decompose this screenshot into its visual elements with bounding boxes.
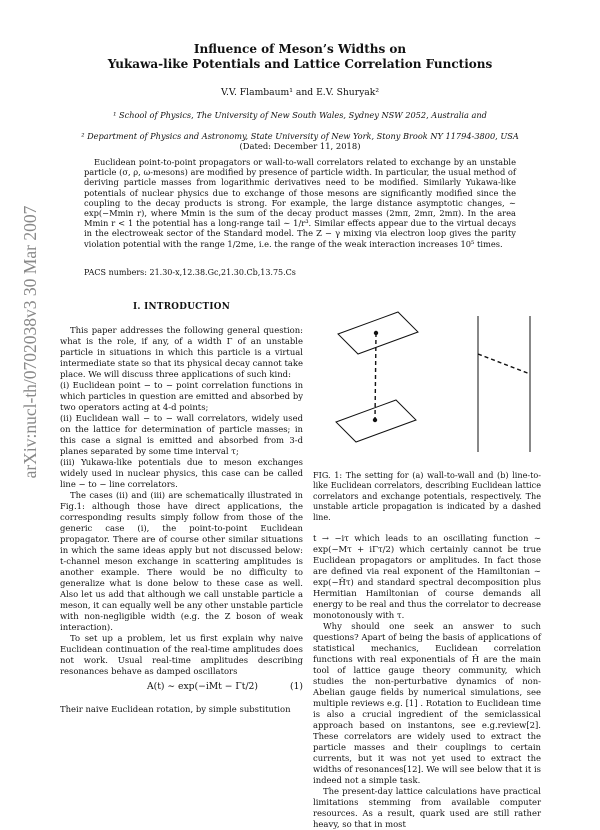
left-paragraph-1: This paper addresses the following general question: what is the role, if any, of a width Γ of an unstable particle in situations in which this particle is a virtual intermediate state so that its physical decay cannot take place. We will discuss three applications of such kind: — [60, 325, 303, 379]
left-paragraph-3: (ii) Euclidean wall − to − wall correlators, widely used on the lattice for determination of particle masses; in this case a signal is emitted and absorbed from 3-d planes separated by some time interval τ; — [60, 413, 303, 456]
figure-caption: FIG. 1: The setting for (a) wall-to-wall and (b) line-to-like Euclidean correlators, describing Euclidean lattice correlators and exchange potentials, respectively. The unstable article propagation is indicated by a dashed line. — [313, 470, 541, 522]
dated: (Dated: December 11, 2018) — [239, 141, 361, 151]
figure-a-wall-to-wall — [336, 312, 418, 442]
propagation-dashed-line-a — [375, 333, 376, 420]
left-paragraph-5: The cases (ii) and (iii) are schematically illustrated in Fig.1: although those have direct applications, the corresponding results simply follow from those of the generic case (i), the point-to-point Euclidean propagator. There are of course other similar situations in which the same ideas apply but not discussed below: t-channel meson exchange in scattering amplitudes is another example. There would be no difficulty to generalize what is done below to these case as well. Also let us add that although we call unstable particle a meson, it can equally well be any other unstable particle with non-negligible width (e.g. the Z boson of weak interaction). — [60, 490, 303, 632]
equation-1 — [60, 681, 303, 695]
authors: V.V. Flambaum¹ and E.V. Shuryak² — [220, 87, 380, 98]
propagation-dashed-line-b — [478, 354, 530, 374]
left-paragraph-6: To set up a problem, let us first explain why naive Euclidean continuation of the real-time amplitudes does not work. Usual real-time amplitudes describing resonances behave as damped oscillators — [60, 633, 303, 676]
right-paragraph-2: Why should one seek an answer to such questions? Apart of being the basis of applications of statistical mechanics, Euclidean correlation functions with real exponentials of Ĥ are the main tool of lattice gauge theory community, which studies the non-perturbative dynamics of non-Abelian gauge fields by numerical simulations, see multiple reviews e.g. [1] . Rotation to Euclidean time is also a crucial ingredient of the semiclassical approach based on instantons, see e.g.review[2]. These correlators are widely used to extract the particle masses and their couplings to certain currents, but it was not yet used to extract the widths of resonances[12]. We will see below that it is indeed not a simple task. — [313, 621, 541, 785]
affiliation-2: ² Department of Physics and Astronomy, State University of New York, Stony Brook NY 11794-3800, USA — [81, 131, 519, 141]
affiliation-1: ¹ School of Physics, The University of New South Wales, Sydney NSW 2052, Australia and — [113, 110, 487, 120]
paper-title-line-1: Influence of Meson’s Widths on — [193, 42, 407, 56]
abstract: Euclidean point-to-point propagators or wall-to-wall correlators related to exchange by an unstable particle (σ, ρ, ω-mesons) are modified by presence of particle width. In particular, the usual method of deriving particle masses from logarithmic derivatives need to be modified. Similarly Yukawa-like potentials of nuclear physics due to exchange of those mesons are significantly modified since the coupling to the decay products is strong. For example, the large distance asymptotic changes, ∼ exp(−Mmin r), where Mmin is the sum of the decay product masses (2mπ, 2mπ, 2mπ). In the area Mmin r < 1 the potential has a long-range tail ∼ 1/r³. Similar effects appear due to the virtual decays in the electroweak sector of the Standard model. The Z − γ mixing via electron loop gives the parity violation potential with the range 1/2me, i.e. the range of the weak interaction increases 10⁵ times. — [84, 157, 516, 249]
figure-b-line-to-line — [478, 316, 530, 452]
left-paragraph-7: Their naive Euclidean rotation, by simple substitution — [60, 704, 291, 714]
left-column — [60, 325, 303, 677]
figure-1 — [318, 302, 542, 462]
section-heading: I. INTRODUCTION — [132, 302, 231, 312]
emission-point-a — [374, 331, 378, 335]
arxiv-stamp: arXiv:nucl-th/0702038v3 30 Mar 2007 — [20, 205, 40, 479]
equation-number: (1) — [289, 681, 303, 692]
equation-body: A(t) ∼ exp(−iMt − Γt/2) — [147, 681, 258, 692]
right-column — [313, 533, 541, 830]
right-paragraph-3: The present-day lattice calculations have practical limitations stemming from available computer resources. As a result, quark used are still rather heavy, so that in most — [313, 786, 541, 829]
absorption-point-a — [373, 418, 377, 422]
left-paragraph-2: (i) Euclidean point − to − point correlation functions in which particles in question are emitted and absorbed by two operators acting at 4-d points; — [60, 380, 303, 412]
left-column-tail — [60, 704, 303, 715]
left-paragraph-4: (iii) Yukawa-like potentials due to meson exchanges widely used in nuclear physics, this case can be called line − to − line correlators. — [60, 457, 303, 489]
right-paragraph-1: t → −iτ which leads to an oscillating function ∼ exp(−Mτ + iΓτ/2) which certainly cannot be true Euclidean propagators or amplitudes. In fact those are defined via real exponent of the Hamiltonian ∼ exp(−Ĥτ) and standard spectral decomposition plus Hermitian Hamiltonian of course demands all energy to be real and thus the correlator to decrease monotonously with τ. — [313, 533, 541, 620]
paper-title-line-2: Yukawa-like Potentials and Lattice Correlation Functions — [107, 57, 493, 71]
pacs-numbers: PACS numbers: 21.30-x,12.38.Gc,21.30.Cb,13.75.Cs — [84, 268, 296, 277]
